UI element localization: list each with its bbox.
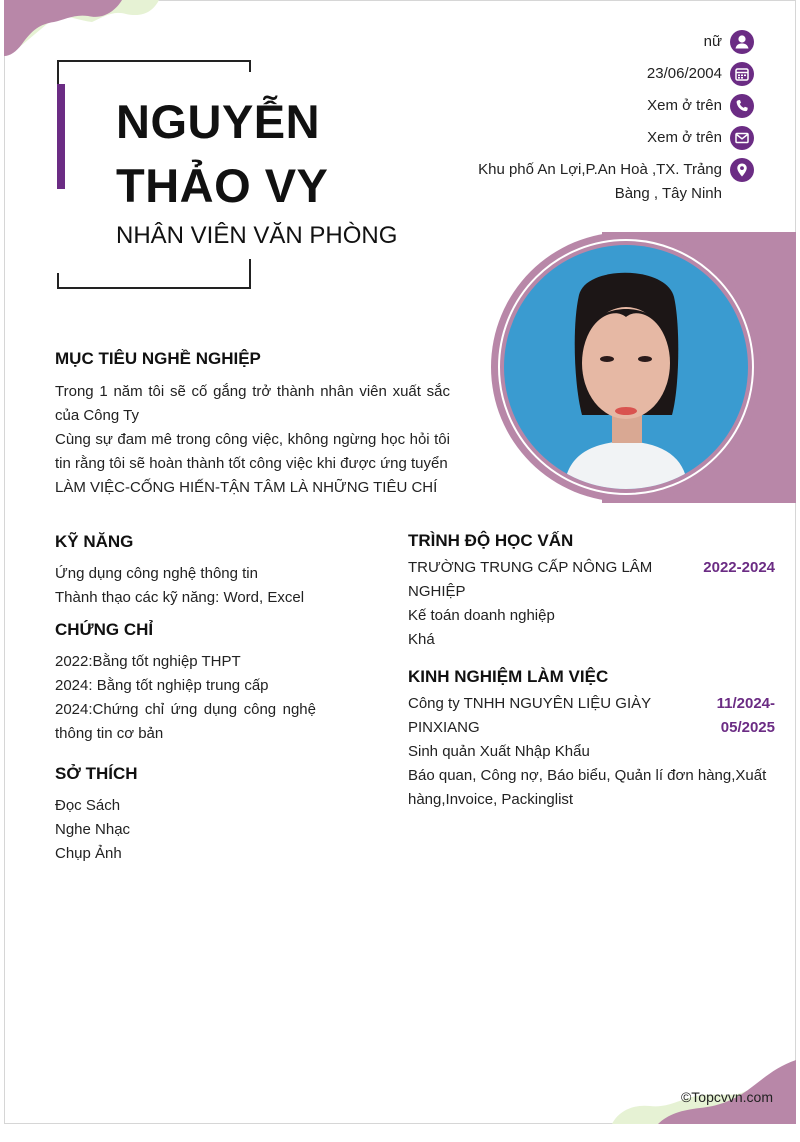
list-item: Nghe Nhạc [55, 821, 131, 838]
objective-text [55, 380, 450, 500]
skills-list [55, 562, 355, 610]
experience-title: KINH NGHIỆM LÀM VIỆC [408, 667, 609, 686]
full-name [116, 90, 436, 218]
job-title: NHÂN VIÊN VĂN PHÒNG [116, 222, 398, 249]
experience-duties: Báo quan, Công nợ, Báo biểu, Quản lí đơn hàng,Xuất hàng,Invoice, Packinglist [408, 767, 767, 808]
mail-icon [730, 126, 754, 150]
education-details [408, 604, 775, 652]
education-entry [408, 556, 775, 604]
hobbies-list [55, 794, 315, 866]
hobbies-title: SỞ THÍCH [55, 764, 138, 783]
experience-details [408, 740, 778, 812]
experience-position: Sinh quản Xuất Nhập Khẩu [408, 743, 590, 760]
contact-address [424, 158, 754, 206]
copyright-text: ©Topcvvn.com [680, 1089, 773, 1105]
skills-title: KỸ NĂNG [55, 532, 134, 551]
map-pin-icon [730, 158, 754, 182]
list-item: Chụp Ảnh [55, 845, 122, 862]
company-name: Công ty TNHH NGUYÊN LIỆU GIÀY PINXIANG [408, 695, 651, 736]
list-item: Thành thạo các kỹ năng: Word, Excel [55, 589, 305, 606]
objective-line-1: Trong 1 năm tôi sẽ cố gắng trở thành nhân viên xuất sắc của Công Ty [55, 383, 450, 424]
list-item: 2022:Bằng tốt nghiệp THPT [55, 653, 241, 670]
contact-gender [424, 30, 754, 54]
objective-line-2: Cùng sự đam mê trong công việc, không ngừng học hỏi tôi tin rằng tôi sẽ hoàn thành tốt công việc khi được ứng tuyển [55, 431, 450, 472]
education-title: TRÌNH ĐỘ HỌC VẤN [408, 531, 574, 550]
list-item: 2024:Chứng chỉ ứng dụng công nghệ thông tin cơ bản [55, 701, 316, 742]
list-item: Đọc Sách [55, 797, 121, 814]
name-line-2: THẢO VY [116, 159, 329, 212]
email-text: Xem ở trên [647, 129, 722, 146]
top-left-blob-decoration [4, 0, 164, 60]
list-item: 2024: Bằng tốt nghiệp trung cấp [55, 677, 269, 694]
education-major: Kế toán doanh nghiệp [408, 607, 555, 624]
phone-icon [730, 94, 754, 118]
photo-frame [491, 232, 761, 502]
profile-photo [504, 245, 748, 489]
user-icon [730, 30, 754, 54]
education-grade: Khá [408, 631, 435, 648]
address-text: Khu phố An Lợi,P.An Hoà ,TX. Trảng Bàng , Tây Ninh [478, 161, 722, 202]
phone-text: Xem ở trên [647, 97, 722, 114]
contact-info [424, 30, 754, 214]
birthdate-text: 23/06/2004 [646, 65, 722, 82]
certificates-list [55, 650, 316, 746]
objective-line-3: LÀM VIỆC-CỐNG HIẾN-TẬN TÂM LÀ NHỮNG TIÊU CHÍ [55, 479, 438, 496]
gender-text: nữ [703, 33, 722, 50]
contact-phone [424, 94, 754, 118]
name-accent-bar [57, 84, 65, 189]
education-period: 2022-2024 [703, 559, 775, 576]
experience-period: 11/2024-05/2025 [716, 695, 775, 736]
objective-title: MỤC TIÊU NGHỀ NGHIỆP [55, 349, 261, 368]
calendar-icon [730, 62, 754, 86]
experience-entry [408, 692, 775, 740]
contact-email [424, 126, 754, 150]
name-line-1: NGUYỄN [116, 95, 321, 148]
school-name: TRƯỜNG TRUNG CẤP NÔNG LÂM NGHIỆP [408, 559, 653, 600]
contact-birthdate [424, 62, 754, 86]
list-item: Ứng dụng công nghệ thông tin [55, 565, 258, 582]
certificates-title: CHỨNG CHỈ [55, 620, 154, 639]
